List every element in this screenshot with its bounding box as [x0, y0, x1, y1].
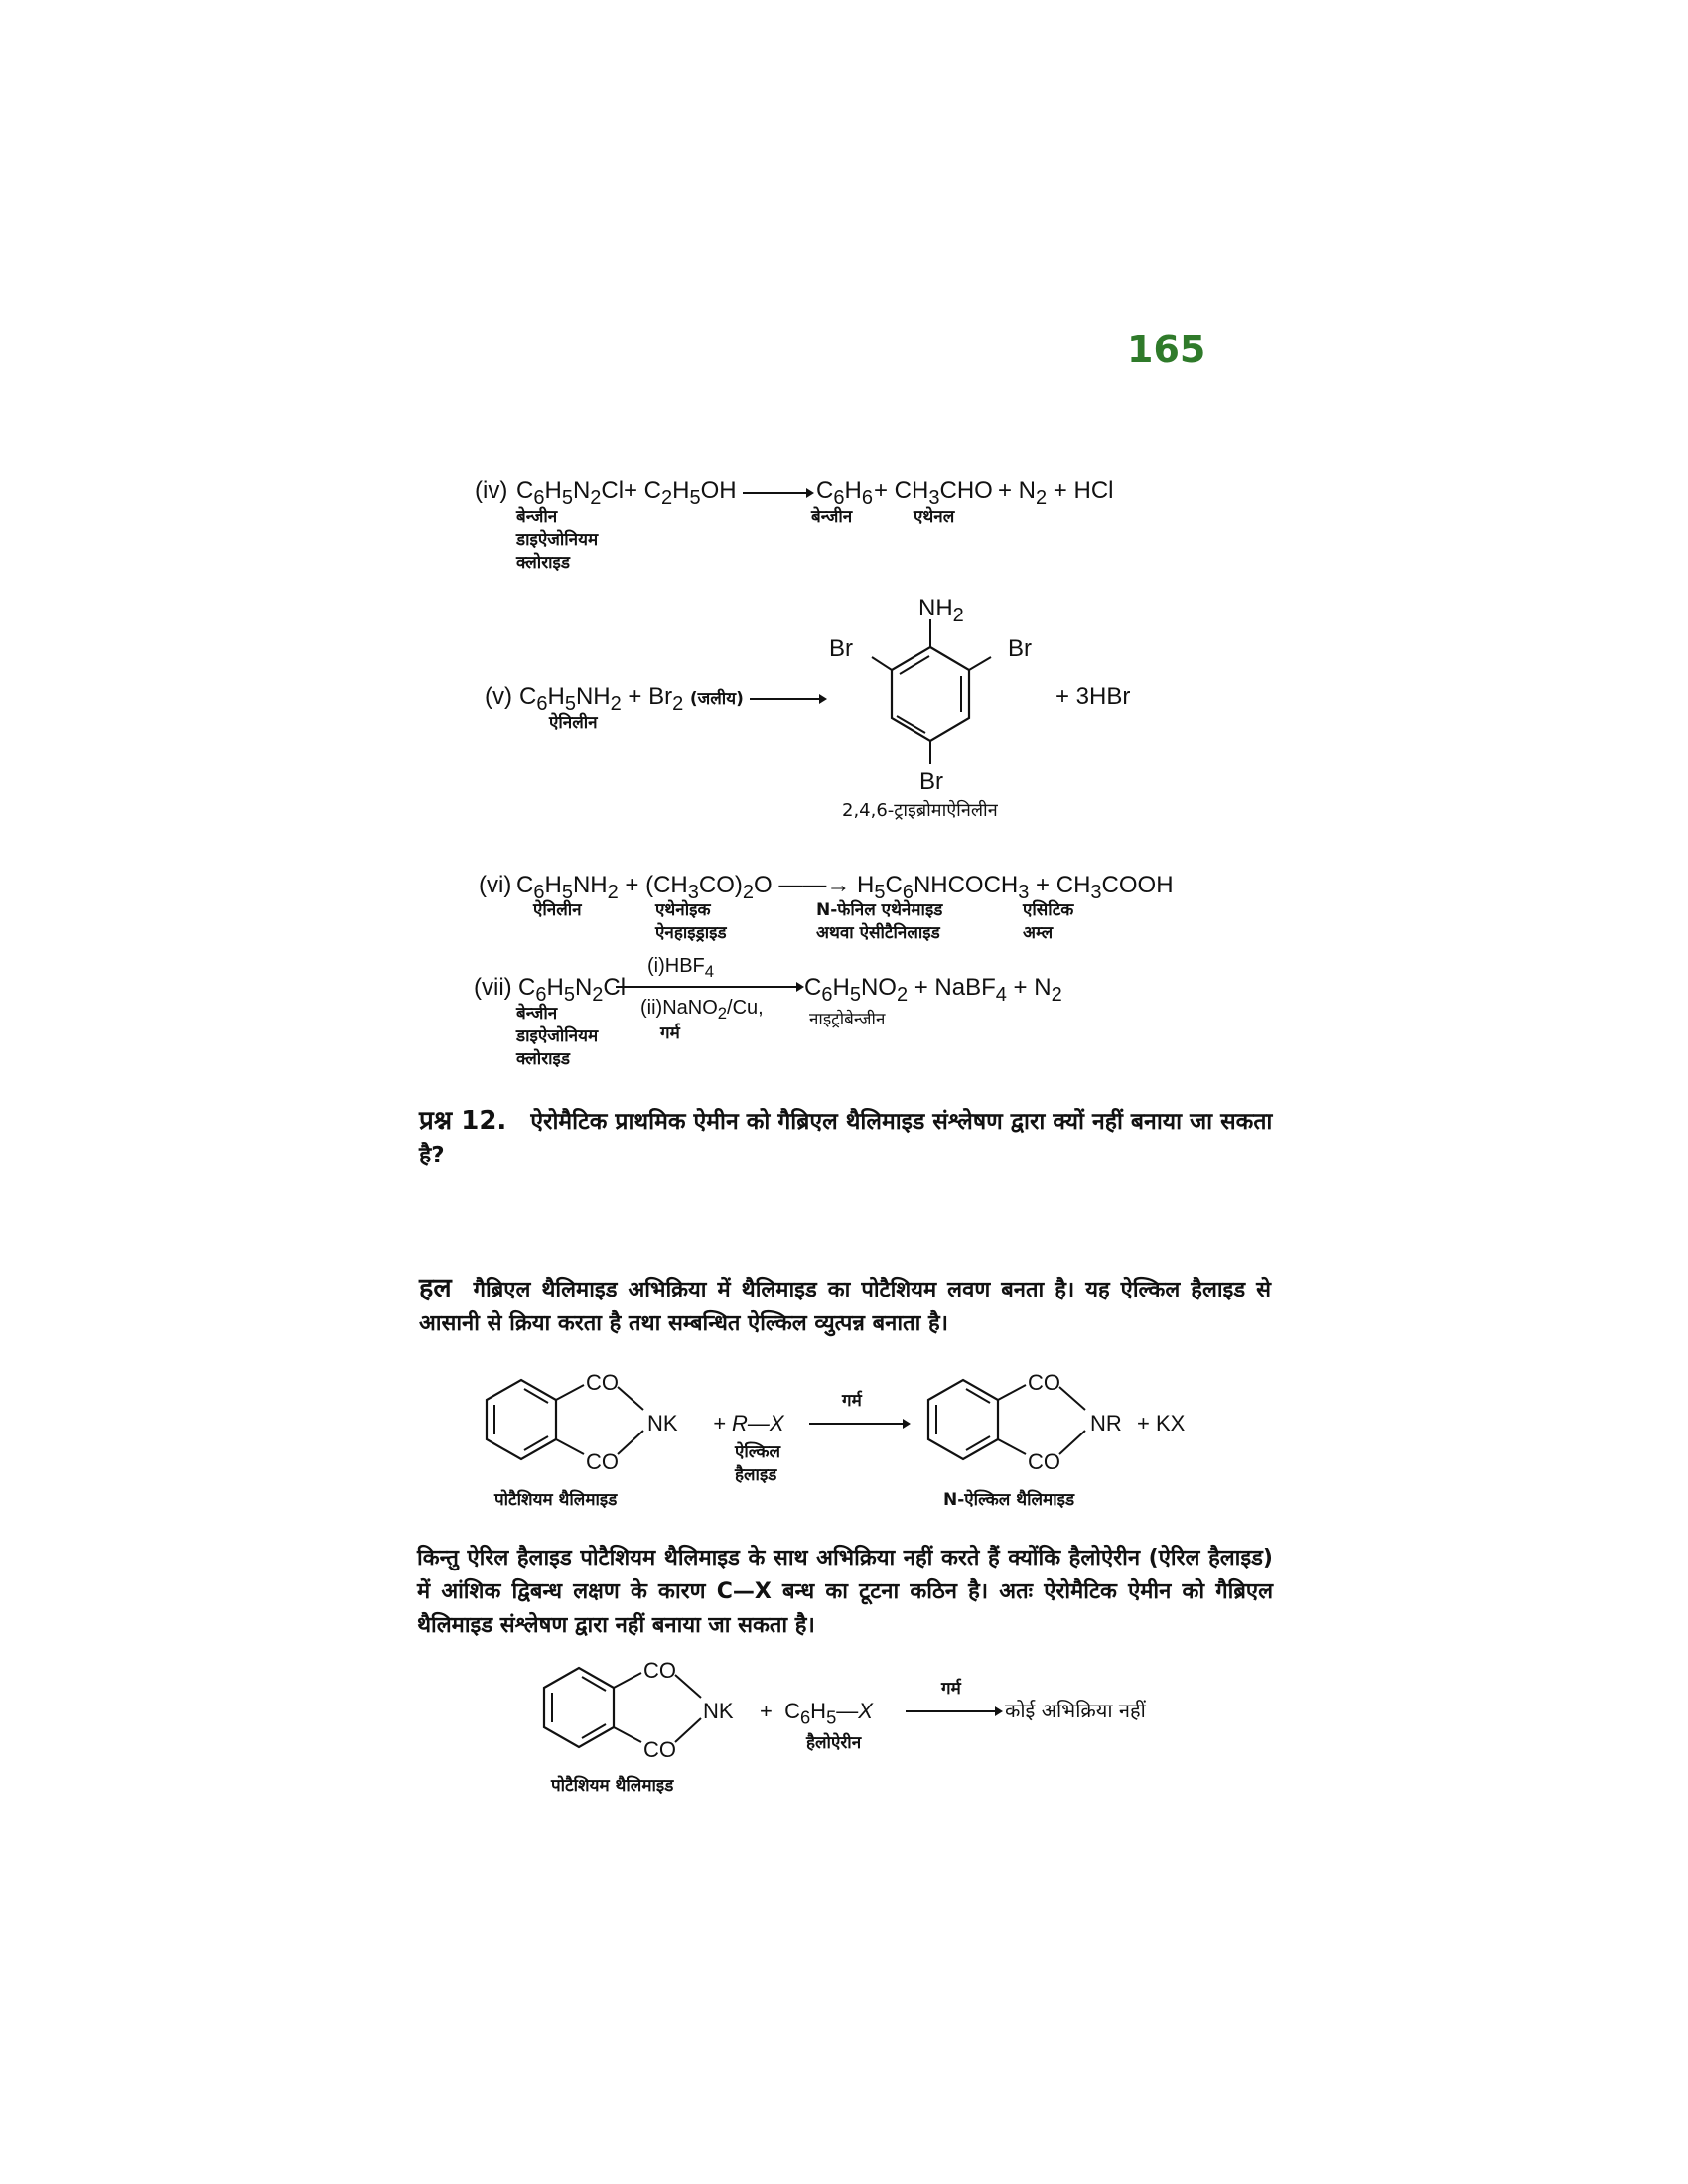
eq6-label-c: N-फेनिल एथेनेमाइड अथवा ऐसीटैनिलाइड	[816, 900, 943, 943]
eq7-arrow	[616, 980, 804, 994]
potassium-phthalimide-left	[467, 1365, 665, 1484]
eq7-index: (vii)	[474, 974, 512, 1001]
gabriel-reagent-label: ऐल्किल हैलाइड	[735, 1442, 781, 1485]
eq4-reactant2: + $C_2H_5OH$	[624, 478, 737, 509]
eq7-cond-heat: गर्म	[660, 1024, 680, 1043]
eq4-reactant1: $C_6H_5N_2Cl$	[516, 478, 625, 509]
eq4-product2: + $CH_3CHO$	[874, 478, 993, 509]
eq4-arrow	[743, 486, 814, 500]
gabriel-left-name: पोटैशियम थैलिमाइड	[494, 1490, 618, 1510]
question-text: ऐरोमैटिक प्राथमिक ऐमीन को गैब्रिएल थैलिमाइड संश्लेषण द्वारा क्यों नहीं बनाया जा सकता है?	[419, 1109, 1273, 1168]
solution-text: गैब्रिएल थैलिमाइड अभिक्रिया में थैलिमाइड का पोटैशियम लवण बनता है। यह ऐल्किल हैलाइड से आसानी से क्रिया करता है तथा सम्बन्धित ऐल्किल व्युत्पन्न बनाता है।	[419, 1278, 1271, 1336]
page-number: 165	[1127, 328, 1206, 371]
eq5-label-reactant: ऐनिलीन	[549, 713, 598, 733]
last-co-bottom: CO	[643, 1737, 676, 1762]
eq5-br-right: Br	[1008, 635, 1032, 662]
eq7-reactant: $C_6H_5N_2Cl$	[518, 974, 627, 1006]
eq4-label-reactant: बेन्जीन डाइऐजोनियम क्लोराइड	[516, 507, 599, 573]
gabriel-co-top-right: CO	[1028, 1370, 1060, 1395]
gabriel-byproduct: + KX	[1137, 1411, 1186, 1435]
eq4-label-product1: बेन्जीन	[811, 507, 853, 527]
potassium-phthalimide-bottom	[524, 1653, 723, 1772]
eq7-cond-bottom: (ii)NaNO$_2$/Cu,	[640, 997, 764, 1023]
gabriel-co-top-left: CO	[586, 1370, 619, 1395]
gabriel-reagent: + R—X	[713, 1411, 784, 1435]
eq5-product-name: 2,4,6-ट्राइब्रोमाऐनिलीन	[842, 800, 998, 821]
eq7-products: $C_6H_5NO_2$ + NaBF$_4$ + $N_2$	[804, 974, 1062, 1006]
last-result: कोई अभिक्रिया नहीं	[1005, 1699, 1146, 1722]
last-condition: गर्म	[941, 1679, 961, 1699]
last-co-top: CO	[643, 1658, 676, 1683]
last-reagent: + $C_6H_5—X$	[760, 1699, 873, 1728]
gabriel-nk: NK	[647, 1411, 678, 1435]
gabriel-co-bottom-right: CO	[1028, 1449, 1060, 1474]
eq5-byproduct: + 3HBr	[1055, 683, 1131, 710]
gabriel-co-bottom-left: CO	[586, 1449, 619, 1474]
explanation-paragraph: किन्तु ऐरिल हैलाइड पोटैशियम थैलिमाइड के साथ अभिक्रिया नहीं करते हैं क्योंकि हैलोऐरीन (ऐरिल हैलाइड) में आंशिक द्विबन्ध लक्षण के कारण C—X बन्ध का टूटना कठिन है। अतः ऐरोमैटिक ऐमीन को गैब्रिएल थैलिमाइड संश्लेषण द्वारा नहीं बनाया जा सकता है।	[417, 1546, 1273, 1638]
last-arrow	[906, 1705, 1003, 1718]
gabriel-condition: गर्म	[842, 1391, 862, 1411]
eq6-label-d: एसिटिक अम्ल	[1023, 900, 1074, 943]
eq6-label-a: ऐनिलीन	[533, 900, 582, 920]
eq4-label-product2: एथेनल	[914, 507, 955, 527]
eq6-label-b: एथेनोइक ऐनहाइड्राइड	[655, 900, 727, 943]
eq5-index: (v)	[485, 683, 512, 710]
eq5-br-bottom: Br	[919, 768, 943, 795]
gabriel-arrow	[809, 1417, 911, 1431]
eq4-index: (iv)	[475, 478, 508, 504]
question-label: प्रश्न 12.	[419, 1106, 507, 1136]
eq4-product1: $C_6H_6$	[816, 478, 873, 509]
gabriel-right-name: N-ऐल्किल थैलिमाइड	[943, 1490, 1075, 1510]
solution-paragraph	[419, 1272, 1271, 1341]
eq5-nh2: $NH_2$	[918, 595, 964, 626]
question-12	[419, 1104, 1273, 1172]
n-alkyl-phthalimide	[909, 1365, 1107, 1484]
last-nk: NK	[703, 1699, 734, 1723]
last-left-name: पोटैशियम थैलिमाइड	[551, 1776, 674, 1796]
eq5-br-left: Br	[829, 635, 853, 662]
gabriel-nr: NR	[1090, 1411, 1122, 1435]
eq7-label-product: नाइट्रोबेन्जीन	[809, 1010, 886, 1029]
eq6-equation: $C_6H_5NH_2 + (CH_3CO)_2O$ ——→ $H_5C_6NHCOCH_3$ + $CH_3COOH$	[516, 872, 1174, 903]
solution-label: हल	[419, 1273, 452, 1303]
last-reagent-label: हैलोऐरीन	[806, 1733, 862, 1753]
eq7-cond-top: $(i)HBF_4$	[647, 955, 715, 981]
eq5-reactants: $C_6H_5NH_2 + Br_2$ (जलीय)	[519, 683, 744, 715]
eq7-label-reactant: बेन्जीन डाइऐजोनियम क्लोराइड	[516, 1004, 599, 1069]
eq4-rest: + $N_2$ + HCl	[998, 478, 1114, 509]
eq6-index: (vi)	[479, 872, 512, 898]
